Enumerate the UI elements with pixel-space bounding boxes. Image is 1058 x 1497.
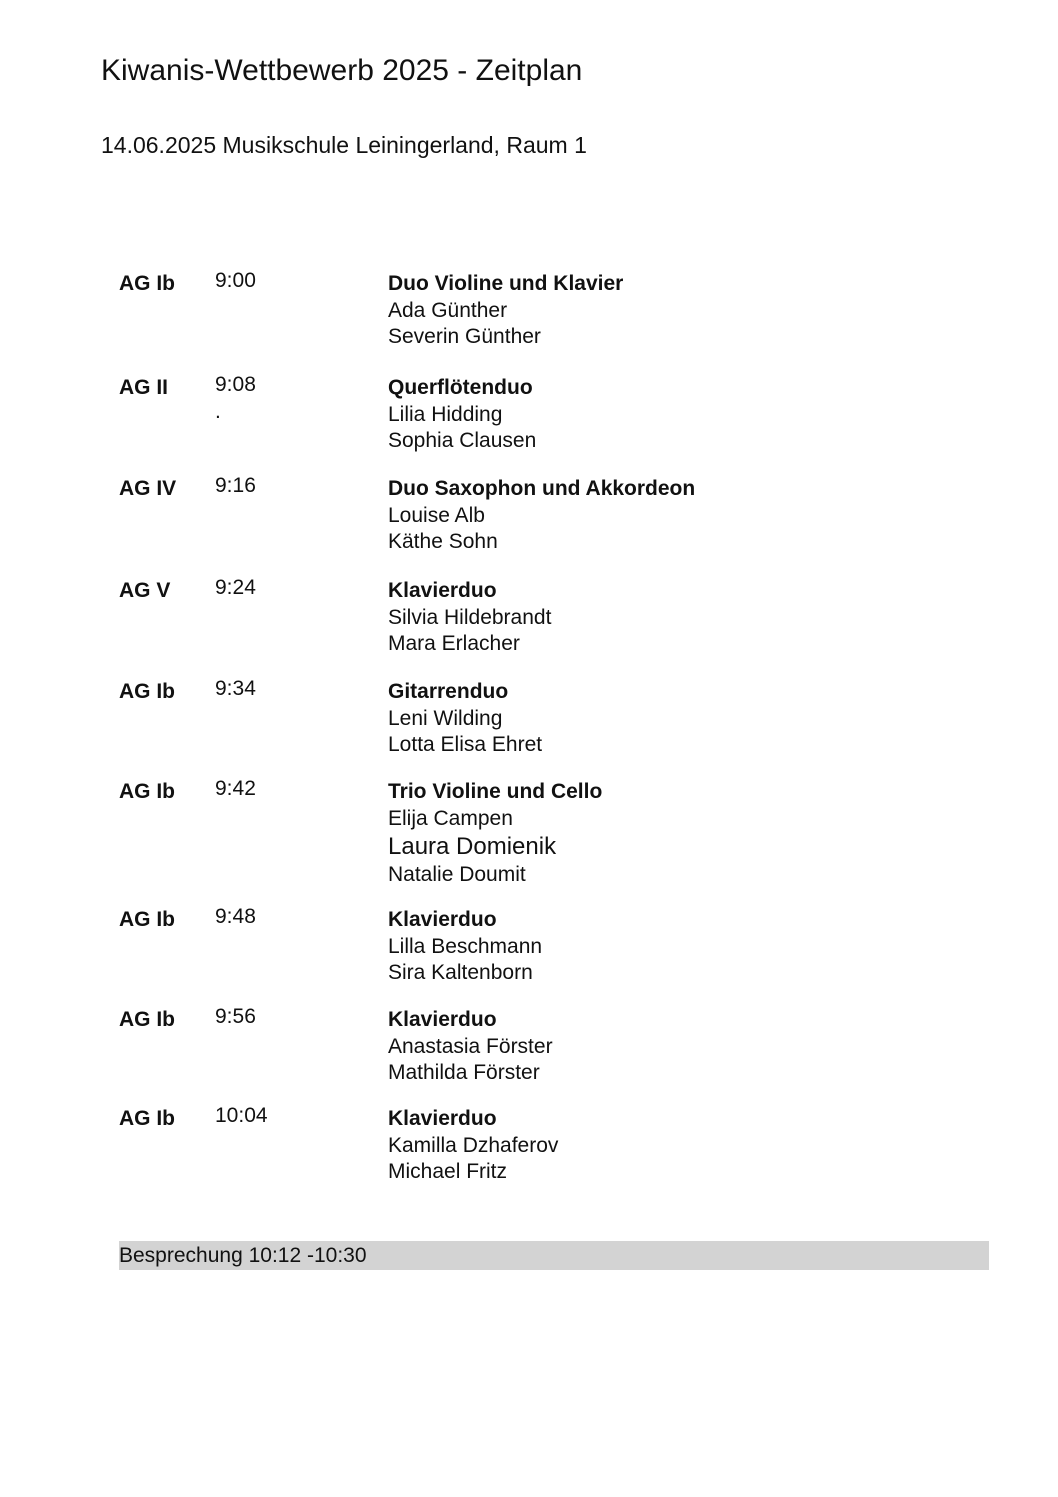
time-slot: 9:00 xyxy=(215,269,256,292)
ensemble-name: Duo Violine und Klavier xyxy=(388,272,624,295)
performer-name: Leni Wilding xyxy=(388,706,503,730)
time-slot xyxy=(215,372,388,425)
time-slot: 9:56 xyxy=(215,1005,256,1028)
performer-name: Louise Alb xyxy=(388,503,485,527)
age-group: AG Ib xyxy=(119,680,175,703)
performer-name: Laura Domienik xyxy=(388,833,557,860)
schedule-entry xyxy=(119,904,989,987)
ensemble-name: Gitarrenduo xyxy=(388,680,509,703)
performers xyxy=(388,268,989,351)
performers xyxy=(388,473,989,556)
performer-name: Ada Günther xyxy=(388,298,508,322)
schedule-entry xyxy=(119,676,989,759)
performer-name: Lilla Beschmann xyxy=(388,934,543,958)
ensemble-name: Klavierduo xyxy=(388,1107,497,1130)
discussion-bar: Besprechung 10:12 -10:30 xyxy=(119,1241,989,1270)
performers xyxy=(388,776,989,889)
age-group: AG Ib xyxy=(119,1008,175,1031)
performer-name: Severin Günther xyxy=(388,325,541,348)
time-slot: 9:48 xyxy=(215,905,256,928)
performers xyxy=(388,904,989,987)
time-slot: 10:04 xyxy=(215,1104,268,1127)
performers xyxy=(388,676,989,759)
performer-name: Mara Erlacher xyxy=(388,632,520,655)
ensemble-name: Klavierduo xyxy=(388,908,497,931)
schedule-entry xyxy=(119,473,989,556)
performer-name: Sophia Clausen xyxy=(388,429,537,452)
age-group: AG Ib xyxy=(119,780,175,803)
performer-name: Michael Fritz xyxy=(388,1160,508,1183)
time-slot: 9:34 xyxy=(215,677,256,700)
age-group: AG Ib xyxy=(119,272,175,295)
schedule-entry xyxy=(119,372,989,455)
schedule-entry xyxy=(119,575,989,658)
schedule-entry xyxy=(119,776,989,889)
time-value: 9:08 xyxy=(215,373,256,396)
schedule-entry xyxy=(119,1103,989,1186)
age-group: AG V xyxy=(119,579,171,602)
performer-name: Sira Kaltenborn xyxy=(388,961,533,984)
schedule-entry xyxy=(119,268,989,351)
performers xyxy=(388,575,989,658)
performers xyxy=(388,372,989,455)
ensemble-name: Klavierduo xyxy=(388,1008,497,1031)
page-title: Kiwanis-Wettbewerb 2025 - Zeitplan xyxy=(101,54,583,87)
age-group: AG II xyxy=(119,376,169,399)
performers xyxy=(388,1004,989,1087)
performer-name: Mathilda Förster xyxy=(388,1061,540,1084)
performer-name: Natalie Doumit xyxy=(388,863,526,886)
ensemble-name: Querflötenduo xyxy=(388,376,533,399)
ensemble-name: Trio Violine und Cello xyxy=(388,780,603,803)
performer-name: Kamilla Dzhaferov xyxy=(388,1133,559,1157)
ensemble-name: Duo Saxophon und Akkordeon xyxy=(388,477,696,500)
performer-name: Käthe Sohn xyxy=(388,530,498,553)
time-note: . xyxy=(215,399,221,423)
time-slot: 9:16 xyxy=(215,474,256,497)
page-subtitle: 14.06.2025 Musikschule Leiningerland, Raum 1 xyxy=(101,132,587,158)
performer-name: Lotta Elisa Ehret xyxy=(388,733,543,756)
age-group: AG IV xyxy=(119,477,177,500)
schedule-entry xyxy=(119,1004,989,1087)
time-slot: 9:42 xyxy=(215,777,256,800)
performers xyxy=(388,1103,989,1186)
time-slot: 9:24 xyxy=(215,576,256,599)
performer-name: Anastasia Förster xyxy=(388,1034,553,1058)
ensemble-name: Klavierduo xyxy=(388,579,497,602)
performer-name: Silvia Hildebrandt xyxy=(388,605,552,629)
age-group: AG Ib xyxy=(119,908,175,931)
performer-name: Lilia Hidding xyxy=(388,402,503,426)
age-group: AG Ib xyxy=(119,1107,175,1130)
performer-name: Elija Campen xyxy=(388,806,513,830)
